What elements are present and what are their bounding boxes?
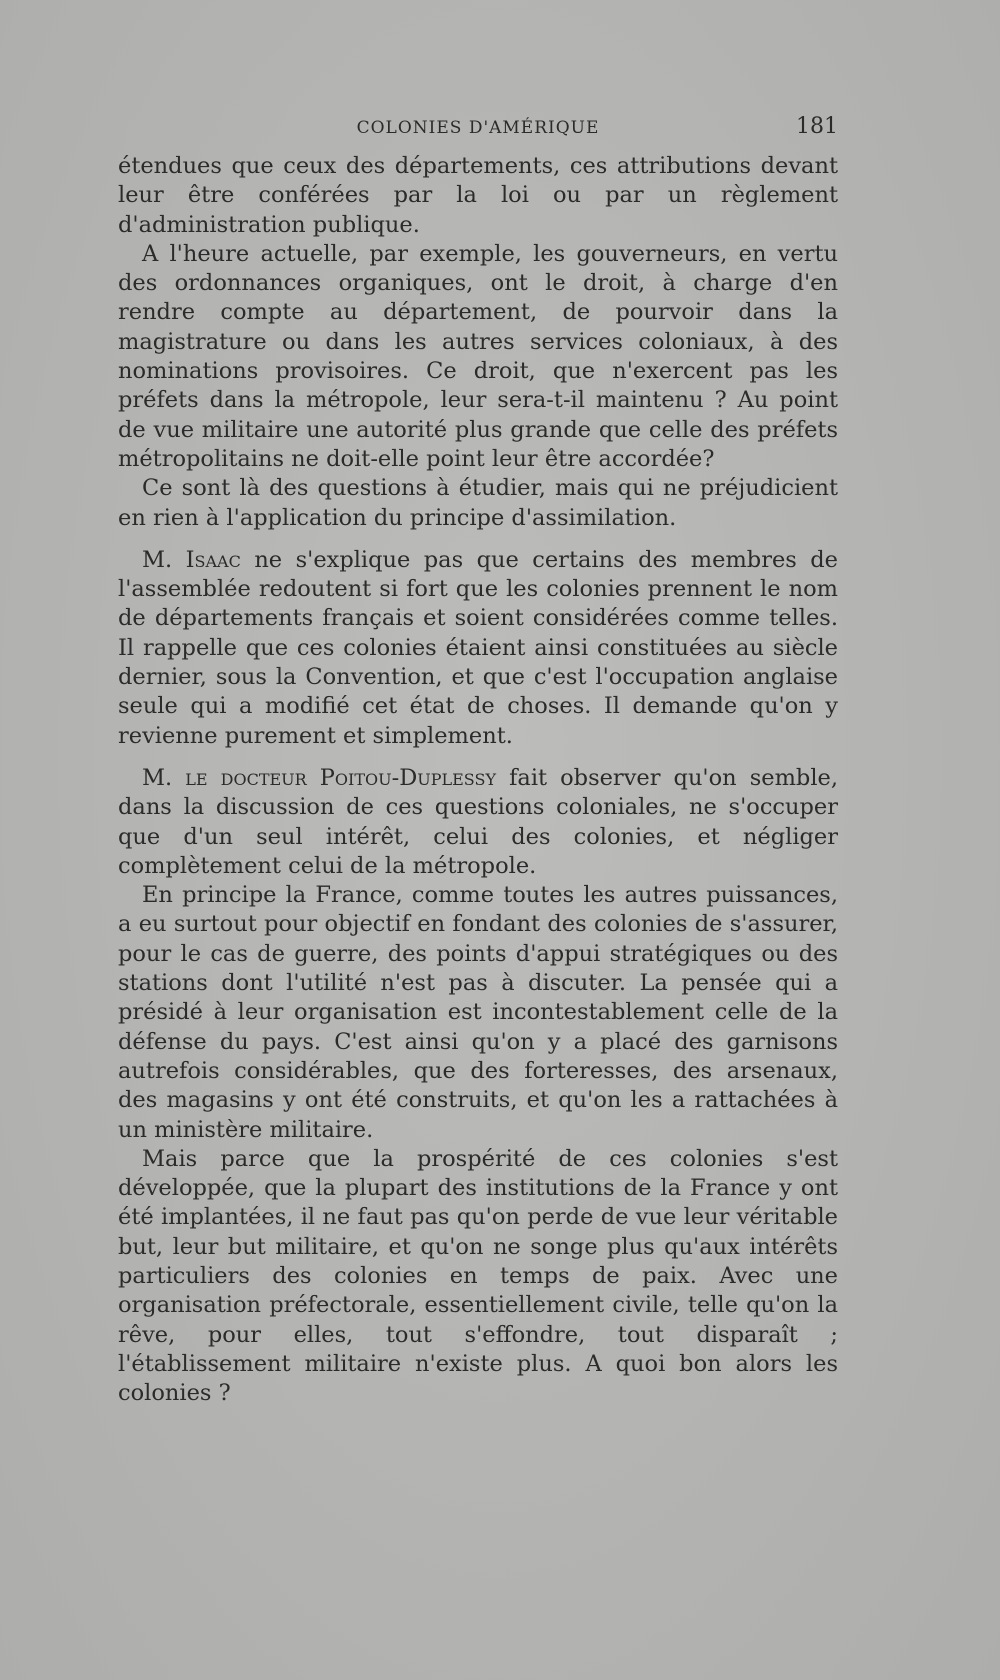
paragraph-text: A l'heure actuelle, par exemple, les gouverneurs, en vertu des ordonnances organiques, ont le droit, à charge d'en rendre compte au département, de pourvoir dans la magistrature ou dans les autres services coloniaux, à des nominations provisoires. Ce droit, que n'exercent pas les préfets dans la métropole, leur sera-t-il maintenu ? Au point de vue militaire une autorité plus grande que celle des préfets métropolitains ne doit-elle point leur être accordée? (118, 240, 838, 472)
paragraph-5 (118, 764, 838, 881)
page-number: 181 (796, 114, 838, 139)
body-text (118, 152, 838, 1408)
paragraph-text: En principe la France, comme toutes les autres puissances, a eu surtout pour objectif en fondant des colonies de s'assurer, pour le cas de guerre, des points d'appui stratégiques ou des stations dont l'utilité n'est pas à discuter. La pensée qui a présidé à leur organisation est incontestablement celle de la défense du pays. C'est ainsi qu'on y a placé des garnisons autrefois considérables, que des forteresses, des arsenaux, des magasins y ont été construits, et qu'on les a rattachées à un ministère militaire. (118, 882, 838, 1143)
running-head (118, 114, 838, 144)
speaker-name: M. le docteur Poitou-Duplessy (142, 764, 497, 791)
paragraph-2 (118, 240, 838, 474)
paragraph-1 (118, 152, 838, 240)
paragraph-7 (118, 1145, 838, 1409)
paragraph-6 (118, 881, 838, 1145)
paragraph-text: ne s'explique pas que certains des membres de l'assemblée redoutent si fort que les colonies prennent le nom de départements français et soient considérées comme telles. Il rappelle que ces colonies étaient ainsi constituées au siècle dernier, sous la Convention, et que c'est l'occupation anglaise seule qui a modifié cet état de choses. Il demande qu'on y revienne purement et simplement. (118, 546, 838, 749)
paragraph-text: Mais parce que la prospérité de ces colonies s'est développée, que la plupart des institutions de la France y ont été implantées, il ne faut pas qu'on perde de vue leur véritable but, leur but militaire, et qu'on ne songe plus qu'aux intérêts particuliers des colonies en temps de paix. Avec une organisation préfectorale, essentiellement civile, telle qu'on la rêve, pour elles, tout s'effondre, tout disparaît ; l'établissement militaire n'existe plus. A quoi bon alors les colonies ? (118, 1145, 838, 1407)
paragraph-text: étendues que ceux des départements, ces attributions devant leur être conférées par la loi ou par un règlement d'administration publique. (118, 153, 838, 238)
paragraph-3 (118, 474, 838, 533)
running-title: COLONIES D'AMÉRIQUE (356, 118, 600, 138)
paragraph-4 (118, 546, 838, 751)
paragraph-text: Ce sont là des questions à étudier, mais qui ne préjudicient en rien à l'application du principe d'assimilation. (118, 475, 838, 531)
paragraph-text: fait observer qu'on semble, dans la discussion de ces questions coloniales, ne s'occuper que d'un seul intérêt, celui des colonies, et négliger complètement celui de la métropole. (118, 764, 838, 879)
speaker-name: M. Isaac (142, 546, 241, 573)
